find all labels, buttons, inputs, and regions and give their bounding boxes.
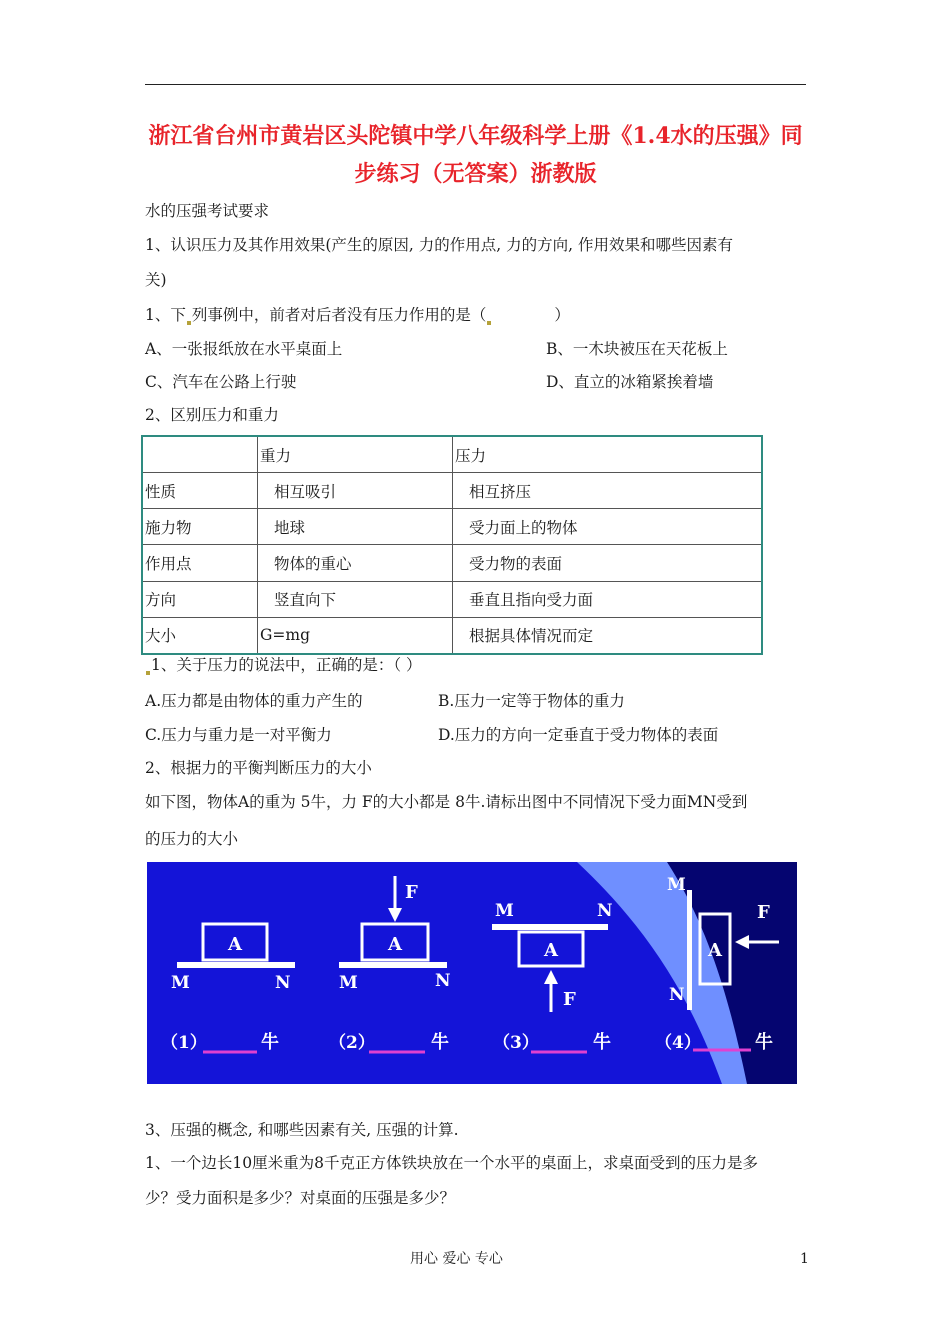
question-1-stem <box>145 305 570 325</box>
surface-mn <box>177 962 295 968</box>
question-1-stem-c: ） <box>554 306 570 324</box>
section-heading: 水的压强考试要求 <box>145 202 270 220</box>
table-cell: 相互挤压 <box>453 473 763 509</box>
label-m: M <box>171 973 190 993</box>
table-cell: 作用点 <box>142 545 258 581</box>
question-2-option-a: A.压力都是由物体的重力产生的 <box>145 692 363 710</box>
table-cell: 垂直且指向受力面 <box>453 581 763 617</box>
force-label: F <box>757 902 770 923</box>
requirement-1-line1: 1、认识压力及其作用效果(产生的原因, 力的作用点, 力的方向, 作用效果和哪些因素有 <box>145 236 733 254</box>
block-a-label: A <box>388 934 402 955</box>
question-1-option-d: D、直立的冰箱紧挨着墙 <box>546 373 714 391</box>
table-cell: G=mg <box>258 617 453 654</box>
table-cell: 物体的重心 <box>258 545 453 581</box>
label-n: N <box>435 971 451 991</box>
table-cell: 方向 <box>142 581 258 617</box>
case-label: （1） <box>161 1033 207 1053</box>
table-cell: 竖直向下 <box>258 581 453 617</box>
table-cell: 施力物 <box>142 509 258 545</box>
table-header-cell <box>142 436 258 473</box>
table-header-cell: 重力 <box>258 436 453 473</box>
table-cell: 根据具体情况而定 <box>453 617 763 654</box>
gravity-pressure-table <box>141 435 763 655</box>
requirement-3: 2、根据力的平衡判断压力的大小 <box>145 759 372 777</box>
dot-mark <box>146 671 150 675</box>
unit-label: 牛 <box>261 1032 279 1053</box>
question-4-line1: 1、一个边长10厘米重为8千克正方体铁块放在一个水平的桌面上，求桌面受到的压力是多 <box>145 1154 758 1172</box>
table-row <box>142 509 762 545</box>
table-cell: 性质 <box>142 473 258 509</box>
question-2-option-d: D.压力的方向一定垂直于受力物体的表面 <box>438 726 719 744</box>
question-4-line2: 少？受力面积是多少？对桌面的压强是多少？ <box>145 1189 456 1207</box>
question-1-option-a: A、一张报纸放在水平桌面上 <box>145 340 343 358</box>
table-row <box>142 473 762 509</box>
wall-mn <box>687 890 692 1010</box>
label-m: M <box>339 973 358 993</box>
table-cell: 大小 <box>142 617 258 654</box>
header-rule <box>145 84 806 85</box>
case-label: （4） <box>655 1033 701 1053</box>
label-n: N <box>275 973 291 993</box>
question-2-stem <box>145 655 422 675</box>
table-cell: 受力面上的物体 <box>453 509 763 545</box>
surface-mn <box>492 924 608 930</box>
label-n: N <box>669 985 685 1005</box>
table-cell: 相互吸引 <box>258 473 453 509</box>
requirement-1-line2: 关) <box>145 271 167 289</box>
table-cell: 受力物的表面 <box>453 545 763 581</box>
question-2-option-c: C.压力与重力是一对平衡力 <box>145 726 332 744</box>
question-1-stem-a: 1、下 <box>145 306 186 324</box>
label-n: N <box>597 901 613 921</box>
surface-mn <box>339 962 447 968</box>
block-a-label: A <box>228 934 242 955</box>
force-label: F <box>405 882 418 903</box>
question-1-stem-b: 列事例中，前者对后者没有压力作用的是（ <box>191 306 487 324</box>
question-2-option-b: B.压力一定等于物体的重力 <box>438 692 625 710</box>
unit-label: 牛 <box>431 1032 449 1053</box>
requirement-2: 2、区别压力和重力 <box>145 406 279 424</box>
page-number: 1 <box>800 1251 809 1267</box>
dot-mark <box>187 321 191 325</box>
question-1-option-c: C、汽车在公路上行驶 <box>145 373 297 391</box>
table-row <box>142 617 762 654</box>
question-1-option-b: B、一木块被压在天花板上 <box>546 340 728 358</box>
table-header-row <box>142 436 762 473</box>
question-3-line2: 的压力的大小 <box>145 830 239 848</box>
pressure-force-figure <box>147 862 797 1084</box>
table-header-cell: 压力 <box>453 436 763 473</box>
requirement-4: 3、压强的概念, 和哪些因素有关, 压强的计算. <box>145 1121 459 1139</box>
case-label: （2） <box>329 1033 375 1053</box>
table-cell: 地球 <box>258 509 453 545</box>
label-m: M <box>495 901 514 921</box>
block-a-label: A <box>708 940 722 961</box>
footer-motto: 用心 爱心 专心 <box>410 1251 503 1267</box>
unit-label: 牛 <box>755 1032 773 1053</box>
document-title-line2: 步练习（无答案）浙教版 <box>354 161 597 187</box>
dot-mark <box>487 321 491 325</box>
table-row <box>142 581 762 617</box>
document-title-line1: 浙江省台州市黄岩区头陀镇中学八年级科学上册《1.4水的压强》同 <box>148 123 803 149</box>
table-row <box>142 545 762 581</box>
label-m: M <box>667 875 686 895</box>
case-label: （3） <box>493 1033 539 1053</box>
block-a-label: A <box>544 940 558 961</box>
unit-label: 牛 <box>593 1032 611 1053</box>
question-3-line1: 如下图，物体A的重为 5牛，力 F的大小都是 8牛.请标出图中不同情况下受力面MN受到 <box>145 793 748 811</box>
force-label: F <box>563 989 576 1010</box>
question-2-stem-text: 1、关于压力的说法中，正确的是：（ ） <box>151 656 422 674</box>
